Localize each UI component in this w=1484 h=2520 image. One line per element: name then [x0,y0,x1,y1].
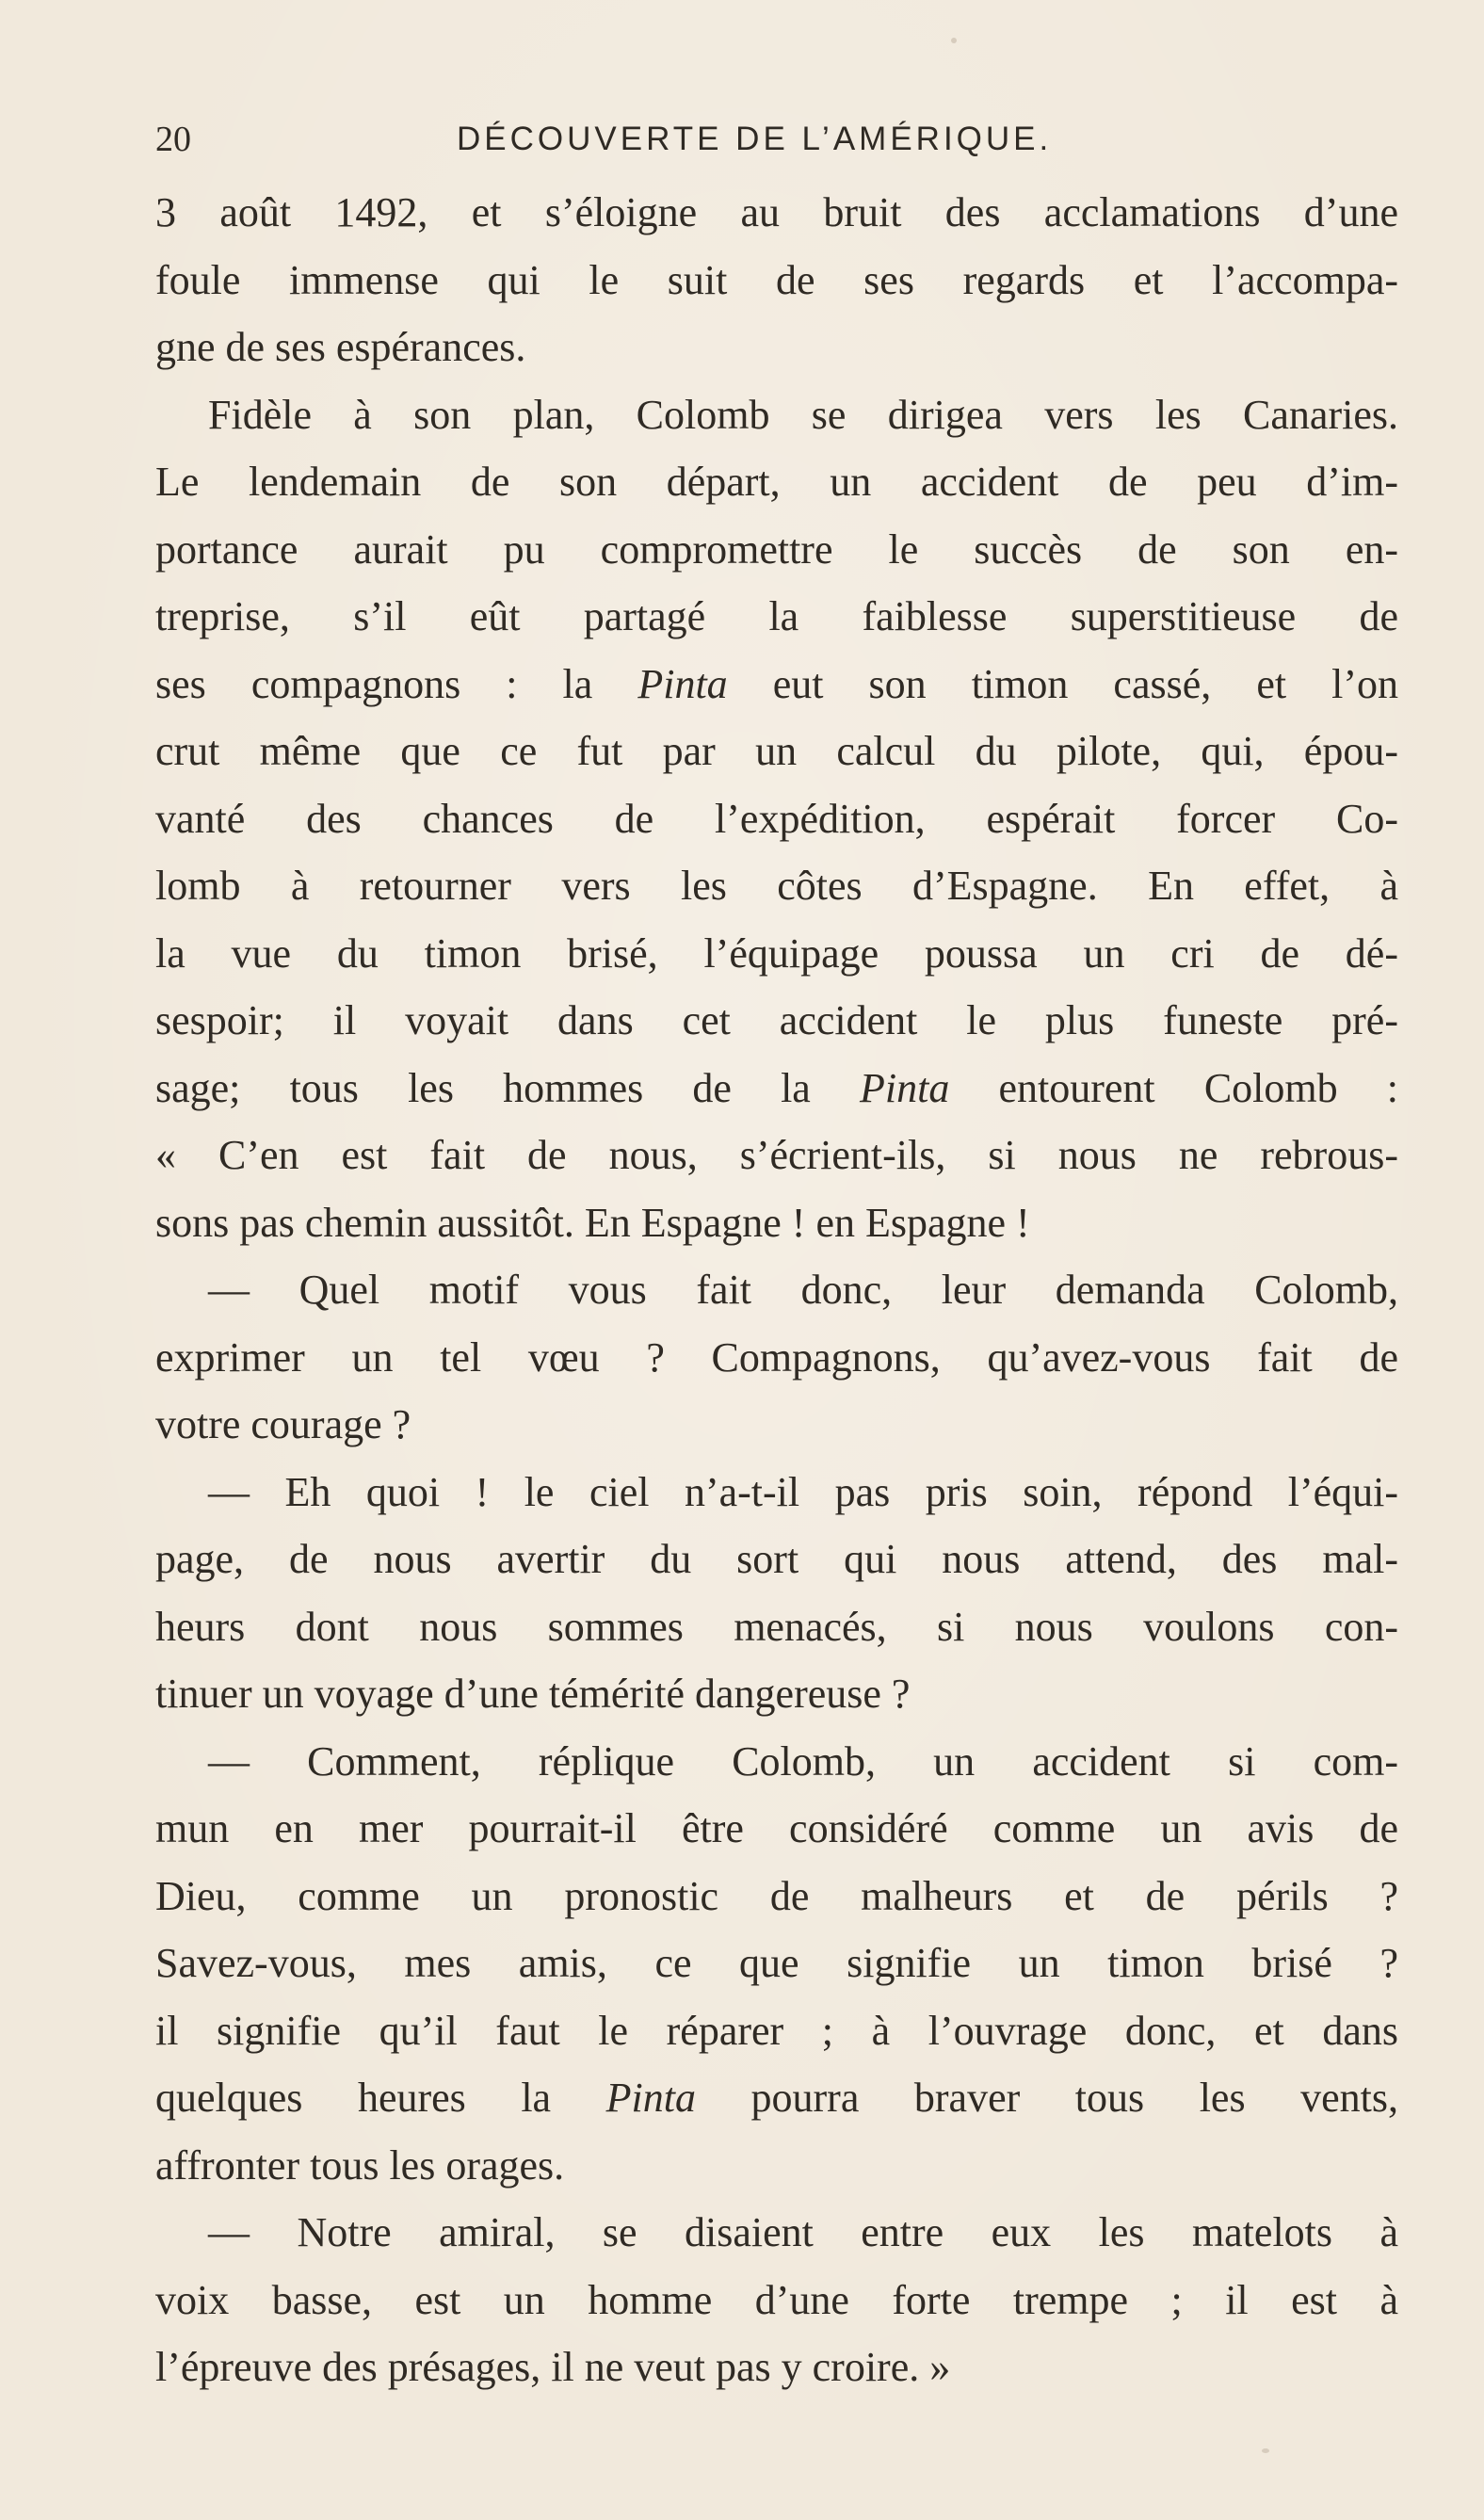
text-line [155,651,1398,719]
text-line: 3 août 1492, et s’éloigne au bruit des acclamations d’une [155,189,1398,235]
paper-speck [1262,2448,1269,2453]
text-line: mun en mer pourrait-il être considéré comme un avis de [155,1805,1398,1851]
body-text [155,179,1398,2401]
text-line: sons pas chemin aussitôt. En Espagne ! en Espagne ! [155,1199,1030,1246]
text-line: heurs dont nous sommes menacés, si nous voulons con- [155,1603,1398,1650]
text-line: — Notre amiral, se disaient entre eux les matelots à [208,2209,1398,2255]
text-line [155,1055,1398,1123]
text-line: il signifie qu’il faut le réparer ; à l’ouvrage donc, et dans [155,2007,1398,2054]
text-line: votre courage ? [155,1401,411,1447]
text-fragment: ses compagnons : la [155,660,638,707]
text-line: — Comment, réplique Colomb, un accident si com- [208,1737,1398,1785]
paper-speck [951,38,957,43]
text-line: vanté des chances de l’expédition, espérait forcer Co- [155,795,1398,842]
text-line: affronter tous les orages. [155,2141,565,2189]
text-fragment: eut son timon cassé, et l’on [727,660,1398,707]
text-line: Dieu, comme un pronostic de malheurs et de périls ? [155,1872,1398,1919]
text-line [155,2064,1398,2132]
text-line: foule immense qui le suit de ses regards et l’accompa- [155,256,1398,303]
running-head: DÉCOUVERTE DE L’AMÉRIQUE. [457,121,1053,157]
text-line: sespoir; il voyait dans cet accident le plus funeste pré- [155,997,1398,1043]
text-fragment: pourra braver tous les vents, [695,2075,1398,2121]
text-line: portance aurait pu compromettre le succès de son en- [155,525,1398,573]
text-line: Savez-vous, mes amis, ce que signifie un timon brisé ? [155,1940,1398,1986]
text-line: Fidèle à son plan, Colomb se dirigea vers les Canaries. [208,391,1398,438]
text-line: l’épreuve des présages, il ne veut pas y croire. » [155,2344,951,2390]
text-line: crut même que ce fut par un calcul du pilote, qui, épou- [155,728,1398,774]
text-line: gne de ses espérances. [155,324,526,370]
text-line: — Eh quoi ! le ciel n’a-t-il pas pris soin, répond l’équi- [208,1468,1398,1515]
text-line: tinuer un voyage d’une témérité dangereuse ? [155,1671,911,1717]
page-header [155,111,1398,168]
text-line: « C’en est fait de nous, s’écrient-ils, si nous ne rebrous- [155,1132,1398,1178]
text-fragment: entourent Colomb : [949,1064,1398,1111]
text-line: — Quel motif vous fait donc, leur demanda Colomb, [208,1267,1398,1313]
text-line: exprimer un tel vœu ? Compagnons, qu’avez-vous fait de [155,1333,1398,1381]
ship-name-italic: Pinta [605,2075,696,2121]
ship-name-italic: Pinta [637,660,728,707]
text-line: treprise, s’il eût partagé la faiblesse superstitieuse de [155,593,1398,639]
text-fragment: sage; tous les hommes de la [155,1064,860,1111]
text-line: page, de nous avertir du sort qui nous attend, des mal- [155,1536,1398,1582]
text-fragment: quelques heures la [155,2075,606,2121]
text-line: lomb à retourner vers les côtes d’Espagne. En effet, à [155,863,1398,909]
text-line: Le lendemain de son départ, un accident de peu d’im- [155,459,1398,505]
text-line: la vue du timon brisé, l’équipage poussa un cri de dé- [155,929,1398,977]
text-line: voix basse, est un homme d’une forte trempe ; il est à [155,2276,1398,2323]
ship-name-italic: Pinta [860,1064,950,1111]
page-number: 20 [155,120,191,159]
